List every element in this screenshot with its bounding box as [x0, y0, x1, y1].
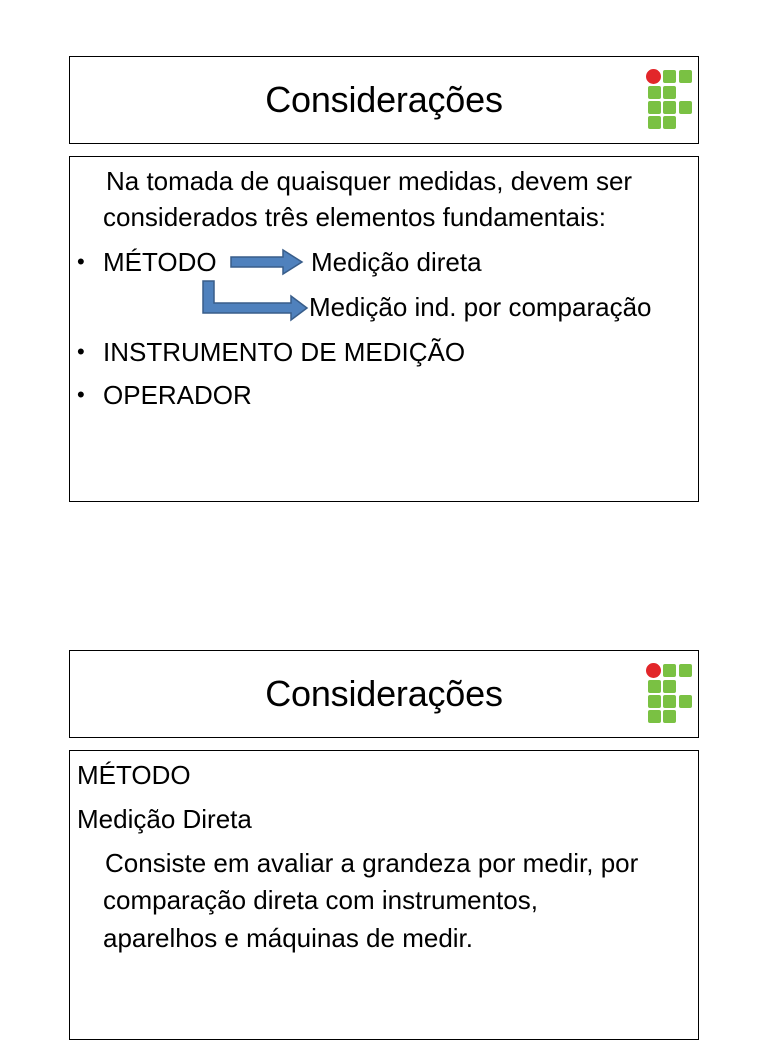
slide2-subheading: Medição Direta: [77, 804, 252, 834]
slide1-intro-line2: considerados três elementos fundamentais:: [103, 202, 606, 232]
bullet-method: MÉTODO: [103, 247, 217, 277]
bullet-method-marker: •: [77, 249, 85, 274]
slide2-title-box: [69, 650, 699, 738]
logo-red-dot: [646, 663, 661, 678]
method-indirect-label: Medição ind. por comparação: [309, 292, 652, 322]
bullet-instrument-marker: •: [77, 339, 85, 364]
elbow-arrow-icon: [203, 281, 307, 320]
slide2-body-line2: comparação direta com instrumentos,: [103, 885, 538, 915]
bullet-instrument: INSTRUMENTO DE MEDIÇÃO: [103, 337, 466, 367]
slide1-intro-line1: Na tomada de quaisquer medidas, devem ser: [106, 166, 633, 196]
right-arrow-icon: [231, 250, 302, 274]
slide2-body-line3: aparelhos e máquinas de medir.: [103, 923, 474, 953]
slide1-title: Considerações: [265, 79, 503, 120]
institution-logo-icon: [646, 663, 694, 725]
slide2-heading: MÉTODO: [77, 760, 191, 790]
slide2-title: Considerações: [265, 673, 503, 714]
bullet-operator-marker: •: [77, 382, 85, 407]
slide2-body-line1: Consiste em avaliar a grandeza por medir, por: [105, 848, 639, 878]
method-direct-label: Medição direta: [311, 247, 482, 277]
bullet-operator: OPERADOR: [103, 380, 252, 410]
